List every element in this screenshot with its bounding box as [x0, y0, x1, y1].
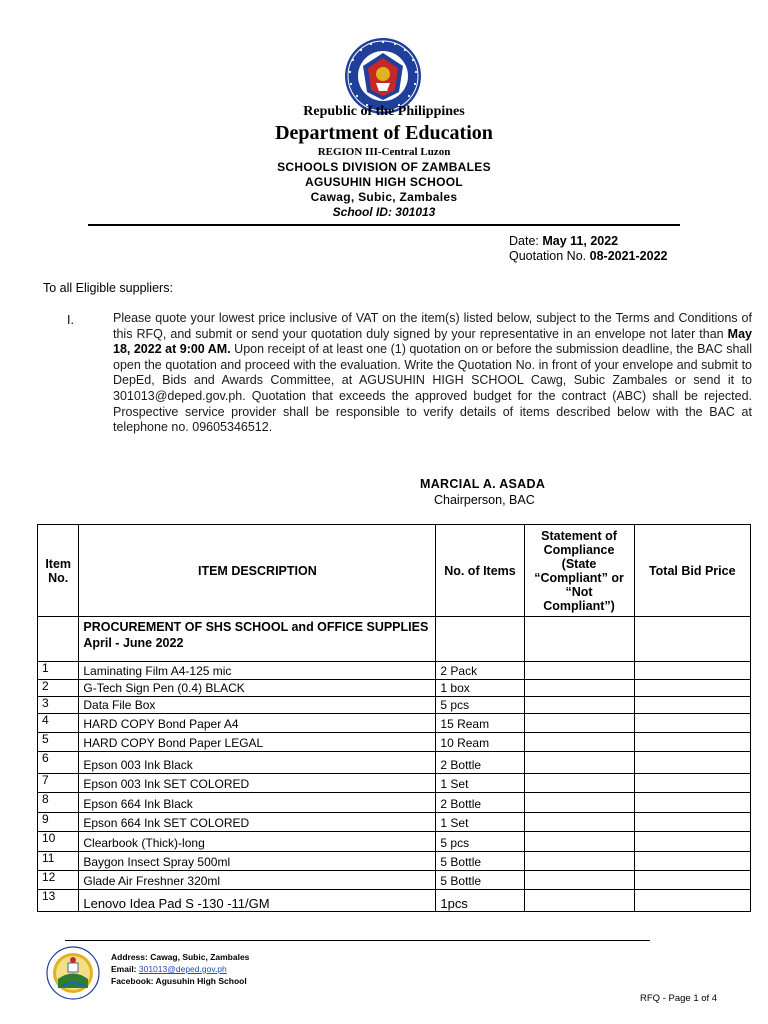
- item-description-cell: Epson 664 Ink SET COLORED: [79, 813, 436, 832]
- item-no-cell: 11: [38, 852, 79, 871]
- item-bid-price-cell: [634, 793, 751, 813]
- quotation-line: [509, 249, 667, 263]
- item-compliance-cell: [524, 680, 634, 697]
- table-row: [38, 871, 751, 890]
- region-heading: REGION III-Central Luzon: [317, 146, 451, 158]
- item-compliance-cell: [524, 793, 634, 813]
- item-no-cell: 2: [38, 680, 79, 697]
- item-bid-price-cell: [634, 697, 751, 714]
- item-compliance-cell: [524, 752, 634, 774]
- item-bid-price-cell: [634, 890, 751, 912]
- para-part-1: Please quote your lowest price inclusive of VAT on the item(s) listed below, subject to the Terms and Conditions of this RFQ, and submit or send your quotation duly signed by your representative in an envelope not later than: [113, 311, 752, 341]
- school-heading: AGUSUHIN HIGH SCHOOL: [304, 175, 463, 189]
- table-row: [38, 714, 751, 733]
- date-line: [509, 234, 618, 248]
- item-quantity-cell: 10 Ream: [436, 733, 524, 752]
- item-bid-price-cell: [634, 813, 751, 832]
- item-quantity-cell: 1 box: [436, 680, 524, 697]
- item-description-cell: Baygon Insect Spray 500ml: [79, 852, 436, 871]
- footer-divider: [65, 940, 650, 941]
- header-total-bid-price: Total Bid Price: [634, 525, 751, 617]
- header-item-no: Item No.: [38, 525, 79, 617]
- item-no-cell: 9: [38, 813, 79, 832]
- item-description-cell: Clearbook (Thick)-long: [79, 832, 436, 852]
- item-quantity-cell: 5 pcs: [436, 697, 524, 714]
- item-bid-price-cell: [634, 752, 751, 774]
- procurement-stmt-cell: [524, 617, 634, 662]
- footer-email-link[interactable]: 301013@deped.gov.ph: [138, 964, 227, 974]
- footer-email: [111, 964, 227, 974]
- item-bid-price-cell: [634, 852, 751, 871]
- item-no-cell: 8: [38, 793, 79, 813]
- page-number: RFQ - Page 1 of 4: [640, 993, 718, 1004]
- item-description-cell: HARD COPY Bond Paper LEGAL: [79, 733, 436, 752]
- header-statement-of-compliance: Statement of Compliance (State “Compliant” or “Not Compliant”): [524, 525, 634, 617]
- item-bid-price-cell: [634, 774, 751, 793]
- procurement-bid-cell: [634, 617, 751, 662]
- table-row: [38, 890, 751, 912]
- school-address: Cawag, Subic, Zambales: [310, 190, 458, 204]
- header-no-of-items: No. of Items: [436, 525, 524, 617]
- date-label: Date:: [509, 234, 539, 248]
- item-compliance-cell: [524, 733, 634, 752]
- item-description-cell: Data File Box: [79, 697, 436, 714]
- item-description-cell: Epson 003 Ink SET COLORED: [79, 774, 436, 793]
- item-compliance-cell: [524, 890, 634, 912]
- item-bid-price-cell: [634, 733, 751, 752]
- item-description-cell: Lenovo Idea Pad S -130 -11/GM: [79, 890, 436, 912]
- submission-deadline: May 18, 2022 at 9:00 AM.: [113, 326, 752, 357]
- header-description: ITEM DESCRIPTION: [79, 525, 436, 617]
- signatory-title: Chairperson, BAC: [434, 493, 535, 507]
- item-no-cell: 5: [38, 733, 79, 752]
- instructions-paragraph: [113, 311, 752, 436]
- item-compliance-cell: [524, 697, 634, 714]
- footer-email-label: Email:: [111, 964, 139, 974]
- item-rows: [38, 662, 751, 912]
- item-description-cell: HARD COPY Bond Paper A4: [79, 714, 436, 733]
- item-compliance-cell: [524, 714, 634, 733]
- item-quantity-cell: 2 Bottle: [436, 752, 524, 774]
- item-description-cell: Epson 664 Ink Black: [79, 793, 436, 813]
- item-bid-price-cell: [634, 680, 751, 697]
- item-description-cell: Epson 003 Ink Black: [79, 752, 436, 774]
- table-row: [38, 680, 751, 697]
- item-quantity-cell: 5 pcs: [436, 832, 524, 852]
- quotation-label: Quotation No.: [509, 249, 587, 263]
- item-description-cell: Glade Air Freshner 320ml: [79, 871, 436, 890]
- item-compliance-cell: [524, 852, 634, 871]
- table-row: [38, 852, 751, 871]
- division-heading: SCHOOLS DIVISION OF ZAMBALES: [277, 160, 491, 174]
- school-seal-logo: [46, 946, 100, 1000]
- republic-heading: Republic of the Philippines: [303, 104, 465, 119]
- item-quantity-cell: 15 Ream: [436, 714, 524, 733]
- item-bid-price-cell: [634, 714, 751, 733]
- table-row: [38, 733, 751, 752]
- item-compliance-cell: [524, 832, 634, 852]
- table-header-row: [38, 525, 751, 617]
- procurement-title: PROCUREMENT OF SHS SCHOOL and OFFICE SUPPLIES April - June 2022: [79, 617, 436, 662]
- item-bid-price-cell: [634, 832, 751, 852]
- item-bid-price-cell: [634, 662, 751, 680]
- item-no-cell: 13: [38, 890, 79, 912]
- item-no-cell: 7: [38, 774, 79, 793]
- item-no-cell: 6: [38, 752, 79, 774]
- item-quantity-cell: 1 Set: [436, 813, 524, 832]
- item-quantity-cell: 5 Bottle: [436, 871, 524, 890]
- items-table: [37, 524, 751, 912]
- procurement-title-row: [38, 617, 751, 662]
- item-no-cell: 1: [38, 662, 79, 680]
- item-no-cell: 3: [38, 697, 79, 714]
- item-quantity-cell: 2 Bottle: [436, 793, 524, 813]
- table-row: [38, 813, 751, 832]
- item-no-cell: 12: [38, 871, 79, 890]
- footer-facebook: Facebook: Agusuhin High School: [111, 976, 247, 986]
- quotation-value: 08-2021-2022: [589, 249, 668, 263]
- item-bid-price-cell: [634, 871, 751, 890]
- item-quantity-cell: 5 Bottle: [436, 852, 524, 871]
- footer-address: Address: Cawag, Subic, Zambales: [111, 952, 250, 962]
- school-id: School ID: 301013: [332, 205, 436, 219]
- table-row: [38, 832, 751, 852]
- item-compliance-cell: [524, 871, 634, 890]
- para-part-2: Upon receipt of at least one (1) quotation on or before the submission deadline, the BAC shall open the quotation and proceed with the evaluation. Write the Quotation No. in front of your envelope and submit to DepEd, Bids and Awards Committee, at AGUSUHIN HIGH SCHOOL Cawg, Subic Zambales or send it to 301013@deped.gov.ph. Quotation that exceeds the approved budget for the contract (ABC) shall be rejected. Prospective service provider shall be responsible to verify details of items described below with the BAC at telephone no. 09605346512.: [113, 342, 752, 435]
- table-row: [38, 793, 751, 813]
- procurement-qty-cell: [436, 617, 524, 662]
- table-row: [38, 774, 751, 793]
- department-heading: Department of Education: [275, 122, 493, 144]
- section-numeral: I.: [67, 313, 74, 327]
- item-quantity-cell: 2 Pack: [436, 662, 524, 680]
- item-description-cell: Laminating Film A4-125 mic: [79, 662, 436, 680]
- header-divider: [88, 224, 680, 226]
- item-compliance-cell: [524, 774, 634, 793]
- item-quantity-cell: 1 Set: [436, 774, 524, 793]
- table-row: [38, 662, 751, 680]
- item-no-cell: 10: [38, 832, 79, 852]
- item-compliance-cell: [524, 662, 634, 680]
- item-compliance-cell: [524, 813, 634, 832]
- item-description-cell: G-Tech Sign Pen (0.4) BLACK: [79, 680, 436, 697]
- date-value: May 11, 2022: [542, 234, 619, 248]
- table-row: [38, 752, 751, 774]
- item-no-cell: 4: [38, 714, 79, 733]
- item-quantity-cell: 1pcs: [436, 890, 524, 912]
- procurement-no-cell: [38, 617, 79, 662]
- table-row: [38, 697, 751, 714]
- salutation: To all Eligible suppliers:: [43, 281, 173, 295]
- signatory-name: MARCIAL A. ASADA: [420, 477, 546, 491]
